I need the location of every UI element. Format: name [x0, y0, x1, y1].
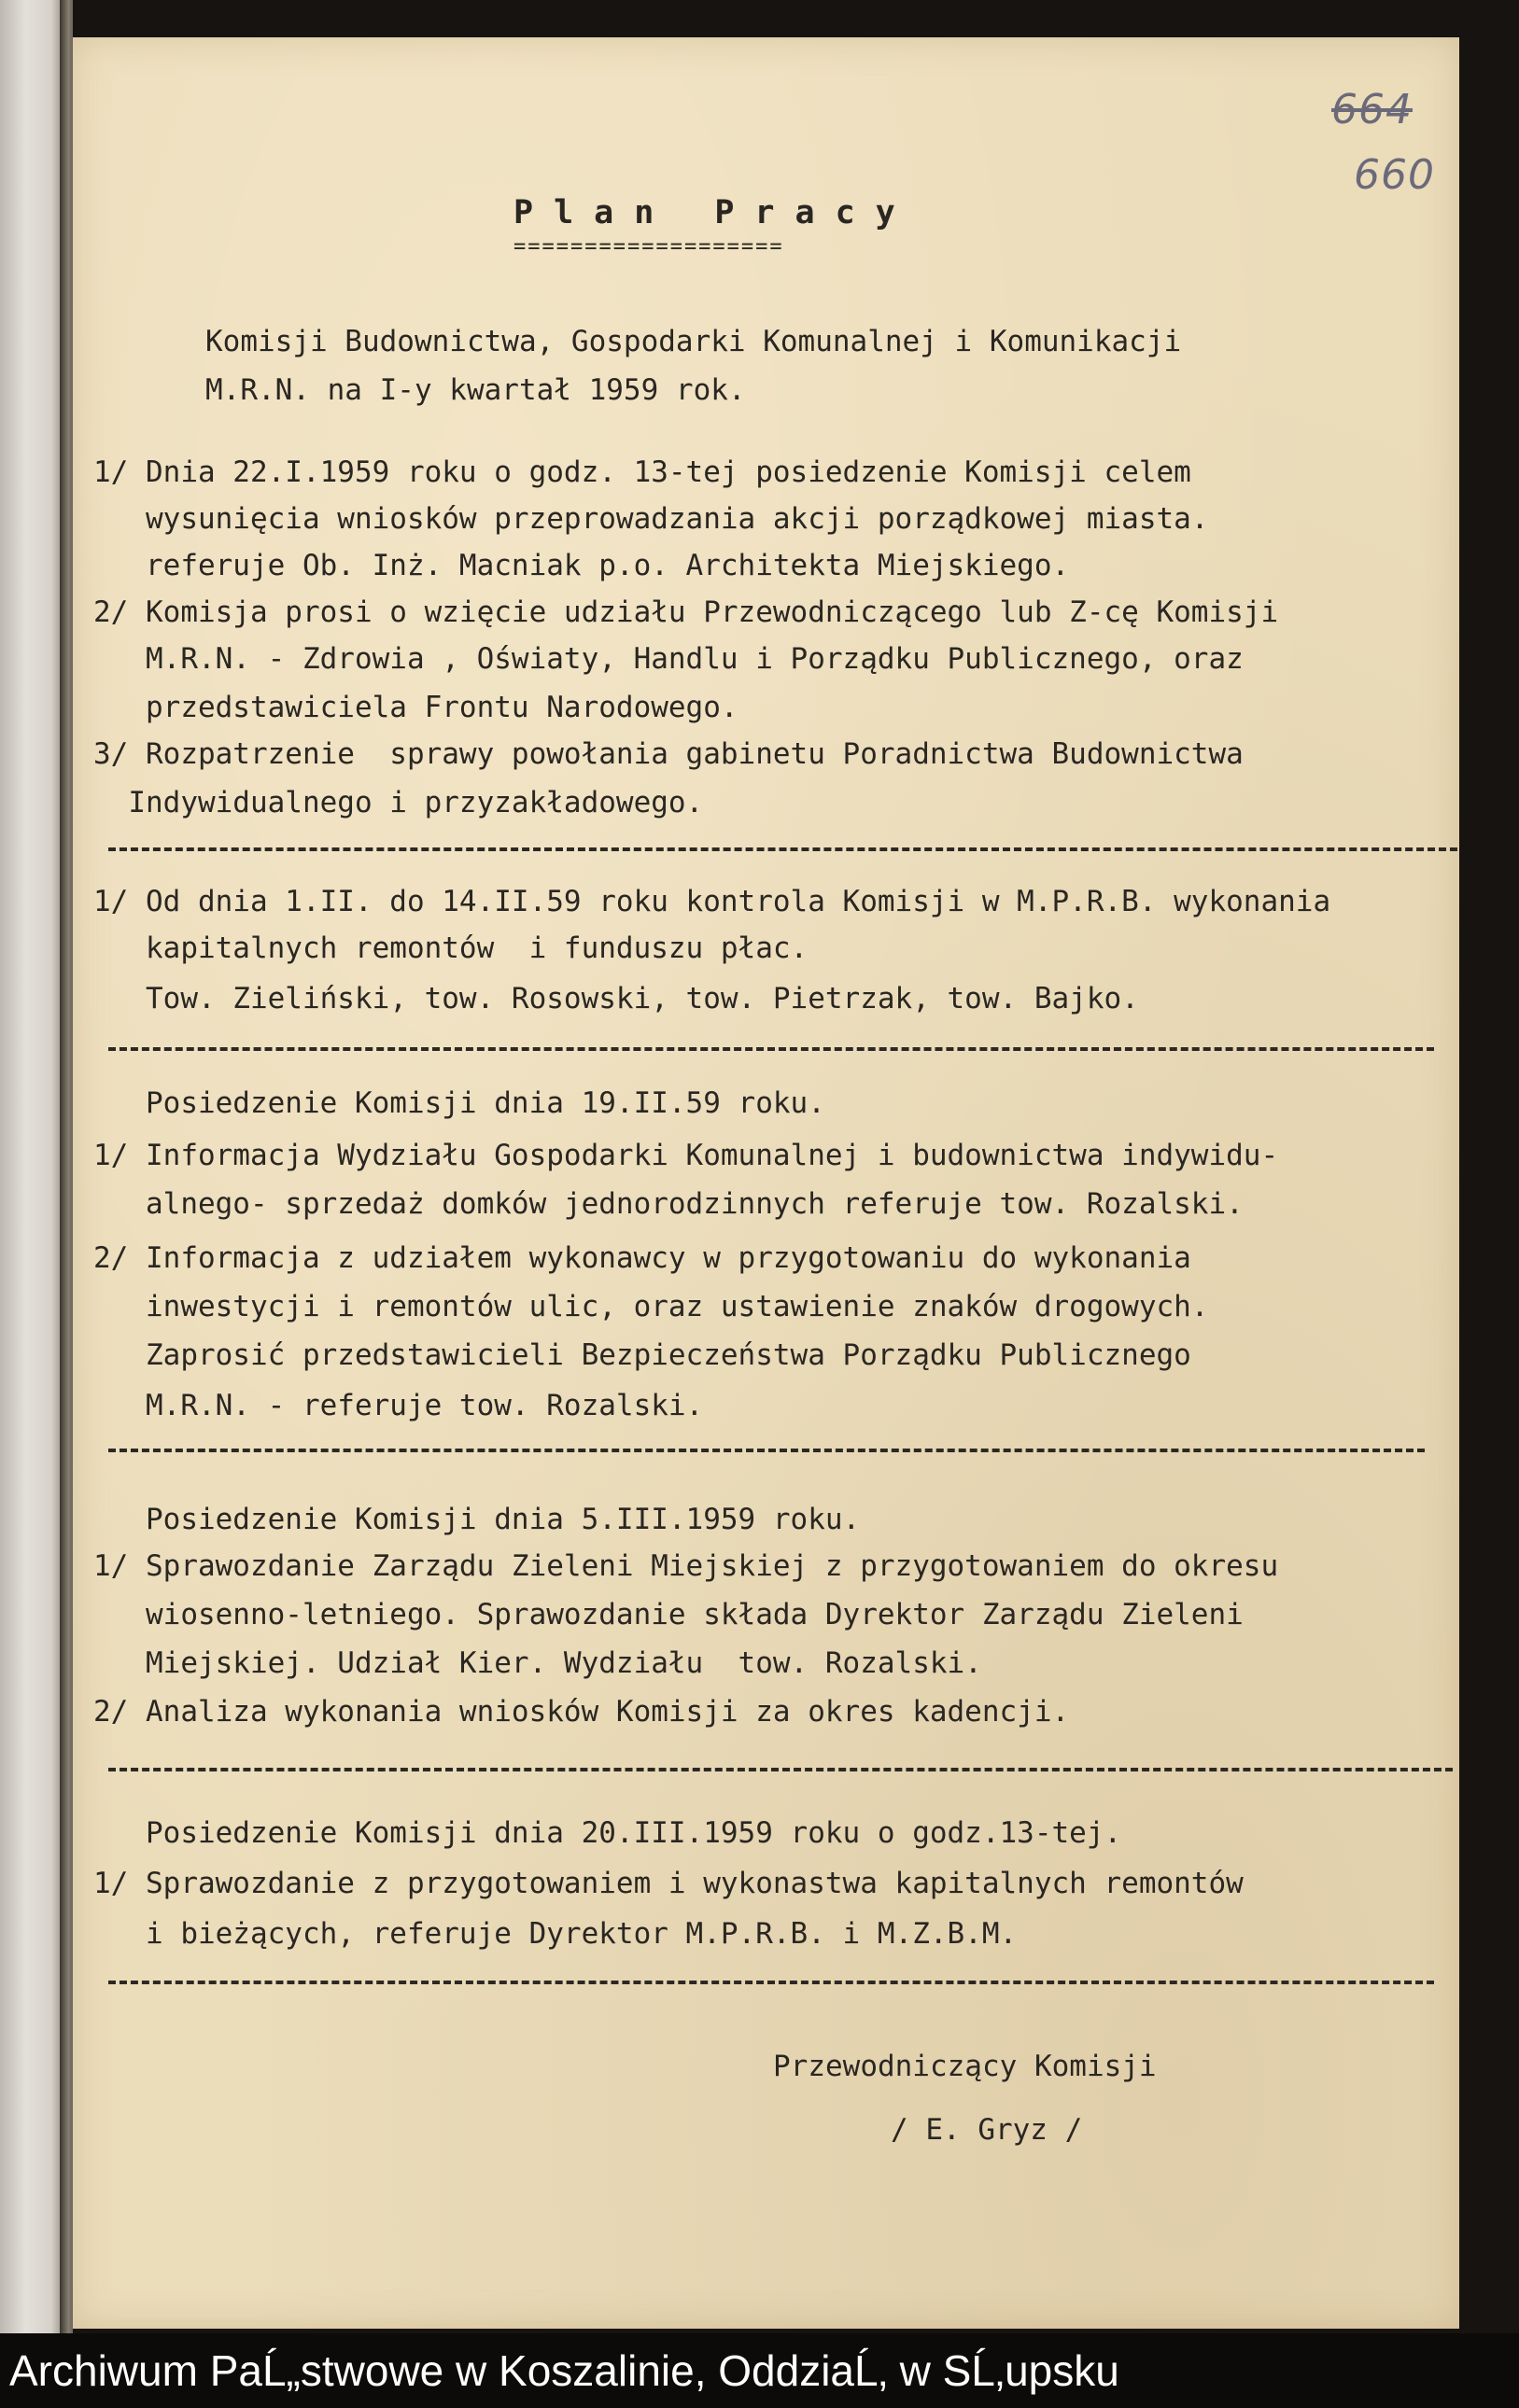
section-divider: [108, 1768, 1453, 1771]
agenda-line: i bieżących, referuje Dyrektor M.P.R.B. i M.Z.B.M.: [93, 1917, 1018, 1951]
agenda-line: inwestycji i remontów ulic, oraz ustawienie znaków drogowych.: [93, 1290, 1209, 1323]
agenda-line: Posiedzenie Komisji dnia 20.III.1959 roku o godz.13-tej.: [93, 1816, 1122, 1850]
agenda-line: 1/ Od dnia 1.II. do 14.II.59 roku kontrola Komisji w M.P.R.B. wykonania: [93, 885, 1331, 918]
agenda-line: 1/ Sprawozdanie Zarządu Zieleni Miejskiej z przygotowaniem do okresu: [93, 1549, 1279, 1583]
agenda-line: alnego- sprzedaż domków jednorodzinnych referuje tow. Rozalski.: [93, 1187, 1244, 1221]
agenda-line: M.R.N. - Zdrowia , Oświaty, Handlu i Porządku Publicznego, oraz: [93, 642, 1244, 676]
section-divider: [108, 1981, 1434, 1984]
agenda-line: 1/ Informacja Wydziału Gospodarki Komunalnej i budownictwa indywidu-: [93, 1139, 1279, 1172]
agenda-line: 1/ Sprawozdanie z przygotowaniem i wykonastwa kapitalnych remontów: [93, 1867, 1244, 1900]
archive-footer: Archiwum PaĹ„stwowe w Koszalinie, OddziaĹ‚ w SĹ‚upsku: [0, 2333, 1519, 2408]
agenda-line: referuje Ob. Inż. Macniak p.o. Architekta Miejskiego.: [93, 549, 1070, 582]
agenda-line: przedstawiciela Frontu Narodowego.: [93, 691, 738, 724]
agenda-line: 2/ Informacja z udziałem wykonawcy w przygotowaniu do wykonania: [93, 1241, 1191, 1275]
document-page: [73, 37, 1459, 2329]
intro-line: M.R.N. na I-y kwartał 1959 rok.: [205, 373, 746, 407]
agenda-line: wysunięcia wniosków przeprowadzania akcji porządkowej miasta.: [93, 502, 1209, 536]
agenda-line: 3/ Rozpatrzenie sprawy powołania gabinetu Poradnictwa Budownictwa: [93, 737, 1244, 771]
agenda-line: kapitalnych remontów i funduszu płac.: [93, 931, 809, 965]
agenda-line: 1/ Dnia 22.I.1959 roku o godz. 13-tej posiedzenie Komisji celem: [93, 455, 1191, 489]
agenda-line: Indywidualnego i przyzakładowego.: [93, 786, 704, 819]
agenda-line: 2/ Analiza wykonania wniosków Komisji za okres kadencji.: [93, 1695, 1070, 1729]
agenda-line: M.R.N. - referuje tow. Rozalski.: [93, 1389, 704, 1422]
document-title: Plan Pracy: [513, 194, 916, 231]
agenda-line: 2/ Komisja prosi o wzięcie udziału Przewodniczącego lub Z-cę Komisji: [93, 595, 1279, 629]
agenda-line: Posiedzenie Komisji dnia 19.II.59 roku.: [93, 1086, 825, 1120]
agenda-line: Posiedzenie Komisji dnia 5.III.1959 roku.: [93, 1503, 861, 1536]
title-underline: ===================: [513, 235, 784, 259]
agenda-line: Zaprosić przedstawicieli Bezpieczeństwa Porządku Publicznego: [93, 1338, 1191, 1372]
section-divider: [108, 1047, 1434, 1051]
agenda-line: wiosenno-letniego. Sprawozdanie składa Dyrektor Zarządu Zieleni: [93, 1598, 1244, 1631]
page-number: 660: [1354, 151, 1435, 199]
page-number-old: 664: [1331, 86, 1413, 133]
agenda-line: Miejskiej. Udział Kier. Wydziału tow. Rozalski.: [93, 1646, 982, 1680]
binder-spine: [0, 0, 73, 2333]
intro-line: Komisji Budownictwa, Gospodarki Komunalnej i Komunikacji: [205, 325, 1182, 358]
signature-title: Przewodniczący Komisji: [773, 2050, 1157, 2083]
signature-name: / E. Gryz /: [891, 2113, 1083, 2147]
agenda-line: Tow. Zieliński, tow. Rosowski, tow. Pietrzak, tow. Bajko.: [93, 982, 1139, 1015]
section-divider: [108, 847, 1457, 851]
section-divider: [108, 1449, 1425, 1452]
